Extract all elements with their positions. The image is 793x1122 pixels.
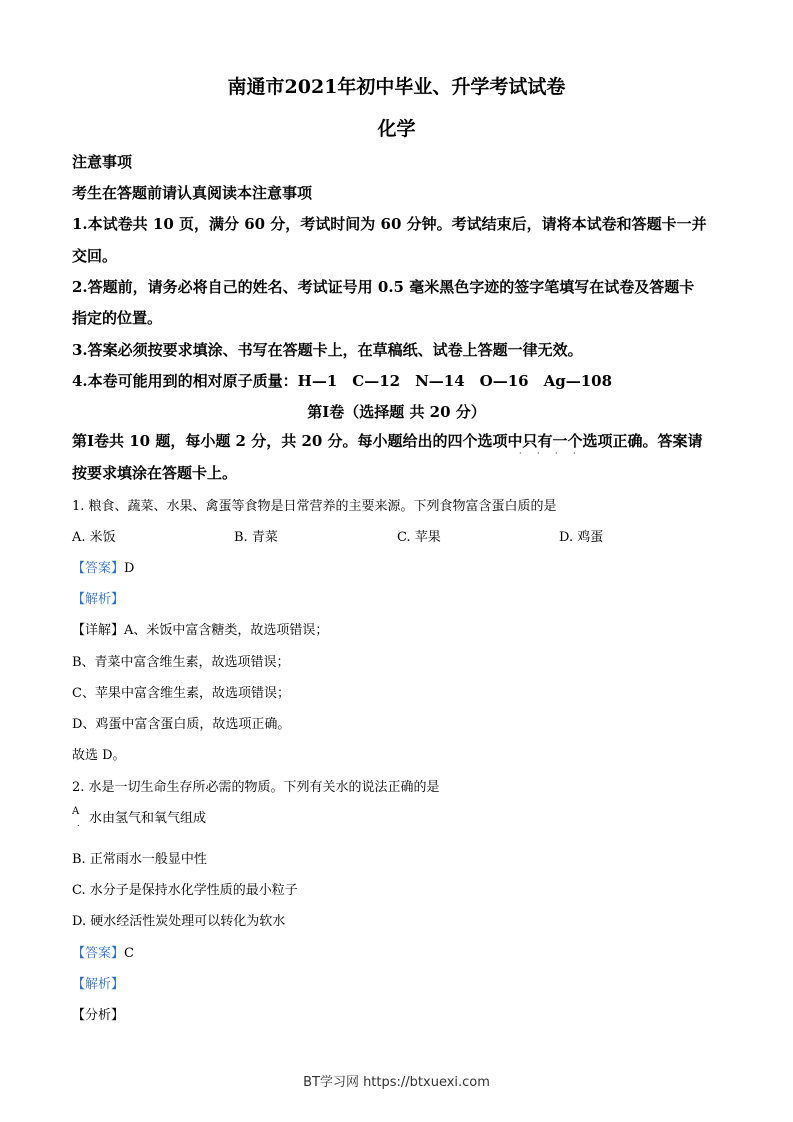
emphasis-dot: · — [573, 449, 576, 458]
notice-item-4: 4.本卷可能用到的相对原子质量：H—1 C—12 N—14 O—16 Ag—108 — [72, 372, 613, 390]
q1-answer-line — [72, 557, 134, 576]
q2-answer-value: C — [124, 946, 134, 961]
q1-analysis-tag: 【解析】 — [72, 592, 125, 607]
notice-item-3: 3.答案必须按要求填涂、书写在答题卡上，在草稿纸、试卷上答题一律无效。 — [72, 341, 583, 359]
q1-detail-1: 【详解】A、米饭中富含糖类，故选项错误； — [72, 623, 329, 638]
q1-conclusion: 故选 D。 — [72, 748, 126, 763]
answer-tag: 【答案】 — [72, 561, 125, 576]
exam-title: 南通市2021年初中毕业、升学考试试卷 — [227, 76, 566, 98]
q2-option-a: 水由氢气和氧气组成 — [89, 811, 207, 826]
q2-stem: 2. 水是一切生命生存所必需的物质。下列有关水的说法正确的是 — [72, 780, 440, 795]
notice-item-1-cont: 交回。 — [72, 247, 118, 265]
q1-detail-2: B、青菜中富含维生素，故选项错误； — [72, 655, 290, 670]
q1-stem: 1. 粮食、蔬菜、水果、禽蛋等食物是日常营养的主要来源。下列食物富含蛋白质的是 — [72, 499, 557, 514]
answer-tag: 【答案】 — [72, 946, 125, 961]
q1-detail-4: D、鸡蛋中富含蛋白质，故选项正确。 — [72, 717, 291, 732]
q2-option-b: B. 正常雨水一般显中性 — [72, 852, 207, 867]
emphasis-dot: · — [519, 449, 522, 458]
q1-detail-3: C、苹果中富含维生素，故选项错误； — [72, 686, 290, 701]
section-heading: 第Ⅰ卷（选择题 共 20 分） — [307, 403, 486, 421]
notice-heading: 注意事项 — [72, 153, 133, 171]
subject-title: 化学 — [377, 118, 416, 140]
q2-answer-line — [72, 942, 134, 961]
q1-option-d: D. 鸡蛋 — [559, 530, 604, 545]
notice-item-2: 2.答题前，请务必将自己的姓名、考试证号用 0.5 毫米黑色字迹的签字笔填写在试卷及答题卡 — [72, 278, 695, 296]
section-desc: 第Ⅰ卷共 10 题，每小题 2 分，共 20 分。每小题给出的四个选项中只有一个选项正确。答案请 — [72, 432, 703, 450]
notice-item-2-cont: 指定的位置。 — [72, 309, 163, 327]
q2-analysis-tag: 【解析】 — [72, 977, 125, 992]
q1-option-a: A. 米饭 — [72, 530, 116, 545]
q1-option-b: B. 青菜 — [234, 530, 278, 545]
q1-answer-value: D — [124, 561, 135, 576]
period-mark: . — [77, 819, 80, 828]
footer-watermark: BT学习网 https://btxuexi.com — [303, 1075, 490, 1090]
q2-option-d: D. 硬水经活性炭处理可以转化为软水 — [72, 914, 286, 929]
section-desc-cont: 按要求填涂在答题卡上。 — [72, 464, 238, 482]
q2-option-a-letter: A — [72, 806, 80, 817]
emphasis-dot: · — [537, 449, 540, 458]
notice-item-1: 1.本试卷共 10 页，满分 60 分，考试时间为 60 分钟。考试结束后，请将本试卷和答题卡一并 — [72, 215, 707, 233]
q2-option-c: C. 水分子是保持水化学性质的最小粒子 — [72, 883, 298, 898]
q1-option-c: C. 苹果 — [397, 530, 441, 545]
emphasis-dot: · — [555, 449, 558, 458]
q2-fenxi-tag: 【分析】 — [72, 1008, 125, 1023]
notice-intro: 考生在答题前请认真阅读本注意事项 — [72, 184, 313, 202]
